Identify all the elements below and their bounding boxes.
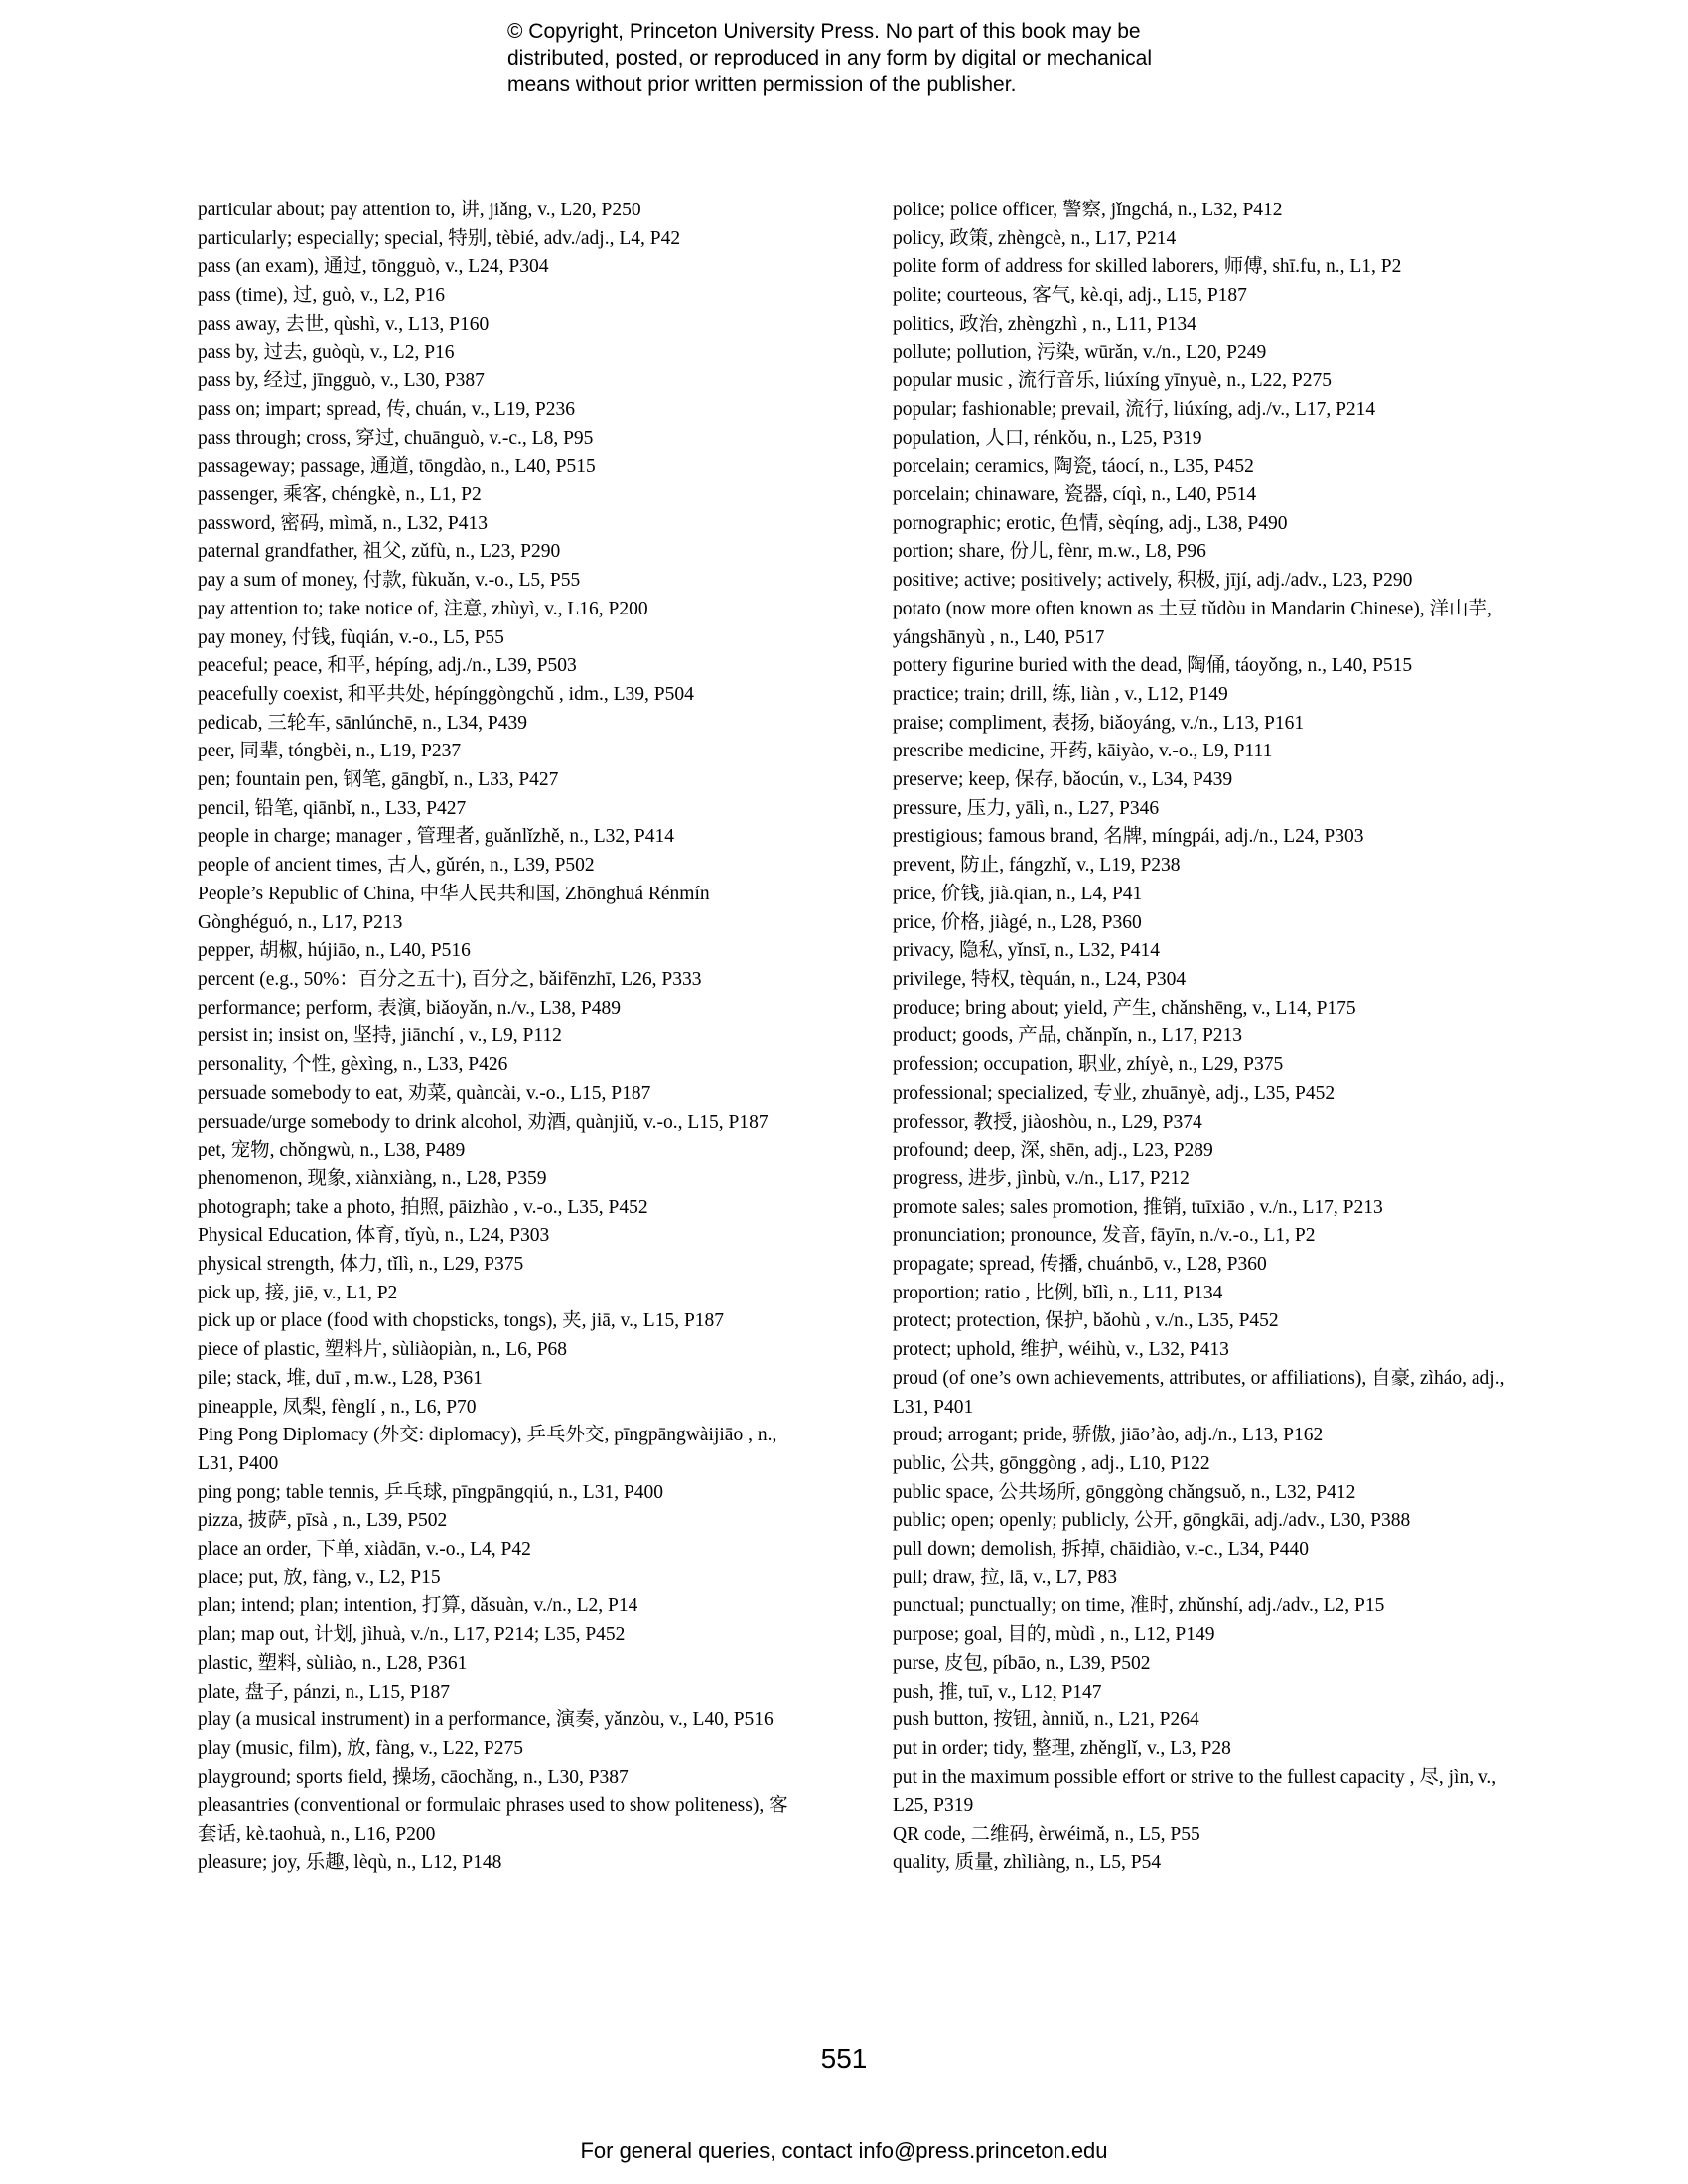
glossary-entry: pass on; impart; spread, 传, chuán, v., L19, P236 xyxy=(198,398,576,420)
glossary-entry: promote sales; sales promotion, 推销, tuīxiāo , v./n., L17, P213 xyxy=(893,1196,1383,1218)
glossary-entry: pencil, 铅笔, qiānbǐ, n., L33, P427 xyxy=(198,797,467,819)
glossary-entry: pay money, 付钱, fùqián, v.-o., L5, P55 xyxy=(198,626,504,648)
glossary-entry: pass away, 去世, qùshì, v., L13, P160 xyxy=(198,313,490,335)
glossary-entry: protect; protection, 保护, bǎohù , v./n., L35, P452 xyxy=(893,1310,1279,1332)
glossary-entry: pollute; pollution, 污染, wūrǎn, v./n., L20, P249 xyxy=(893,341,1267,363)
glossary-entry: pronunciation; pronounce, 发音, fāyīn, n./v.-o., L1, P2 xyxy=(893,1225,1316,1247)
glossary-entry: prescribe medicine, 开药, kāiyào, v.-o., L9, P111 xyxy=(893,741,1273,762)
glossary-entry: passenger, 乘客, chéngkè, n., L1, P2 xyxy=(198,484,482,506)
glossary-entry: quality, 质量, zhìliàng, n., L5, P54 xyxy=(893,1851,1162,1873)
glossary-entry: pass (an exam), 通过, tōngguò, v., L24, P304 xyxy=(198,256,549,278)
page-number: 551 xyxy=(820,2043,868,2074)
glossary-entry: pepper, 胡椒, hújiāo, n., L40, P516 xyxy=(198,940,471,962)
glossary-entry: produce; bring about; yield, 产生, chǎnshēng, v., L14, P175 xyxy=(893,997,1356,1019)
copyright-line: distributed, posted, or reproduced in any form by digital or mechanical xyxy=(507,47,1153,69)
glossary-entry: physical strength, 体力, tǐlì, n., L29, P375 xyxy=(198,1254,524,1276)
glossary-right-column xyxy=(893,197,1508,1877)
glossary-entry: positive; active; positively; actively, 积极, jījí, adj./adv., L23, P290 xyxy=(893,570,1413,592)
glossary-entry: pass through; cross, 穿过, chuānguò, v.-c., L8, P95 xyxy=(198,427,594,449)
glossary-entry: polite form of address for skilled laborers, 师傅, shī.fu, n., L1, P2 xyxy=(893,256,1402,278)
glossary-entry: porcelain; ceramics, 陶瓷, táocí, n., L35, P452 xyxy=(893,456,1254,478)
glossary-entry: pizza, 披萨, pīsà , n., L39, P502 xyxy=(198,1510,448,1532)
glossary-entry: potato (now more often known as 土豆 tǔdòu in Mandarin Chinese), 洋山芋, yángshānyù , n., L40, P517 xyxy=(893,598,1492,648)
glossary-entry: professor, 教授, jiàoshòu, n., L29, P374 xyxy=(893,1111,1202,1133)
glossary-entry: prevent, 防止, fángzhǐ, v., L19, P238 xyxy=(893,855,1181,877)
glossary-entry: plastic, 塑料, sùliào, n., L28, P361 xyxy=(198,1652,468,1674)
glossary-entry: pornographic; erotic, 色情, sèqíng, adj., L38, P490 xyxy=(893,512,1288,534)
glossary-entry: piece of plastic, 塑料片, sùliàopiàn, n., L6, P68 xyxy=(198,1339,568,1361)
glossary-entry: people in charge; manager , 管理者, guǎnlǐzhě, n., L32, P414 xyxy=(198,826,674,848)
glossary-entry: pass by, 过去, guòqù, v., L2, P16 xyxy=(198,341,455,363)
glossary-entry: public, 公共, gōnggòng , adj., L10, P122 xyxy=(893,1452,1210,1474)
glossary-entry: protect; uphold, 维护, wéihù, v., L32, P413 xyxy=(893,1339,1229,1361)
glossary-entry: pass by, 经过, jīngguò, v., L30, P387 xyxy=(198,370,485,392)
glossary-entry: particular about; pay attention to, 讲, jiǎng, v., L20, P250 xyxy=(198,200,641,220)
glossary-entry: pass (time), 过, guò, v., L2, P16 xyxy=(198,285,445,307)
glossary-entry: polite; courteous, 客气, kè.qi, adj., L15, P187 xyxy=(893,285,1247,307)
glossary-entry: phenomenon, 现象, xiànxiàng, n., L28, P359 xyxy=(198,1167,547,1189)
glossary-entry: passageway; passage, 通道, tōngdào, n., L40, P515 xyxy=(198,456,596,478)
glossary-entry: proportion; ratio , 比例, bǐlì, n., L11, P134 xyxy=(893,1282,1223,1303)
glossary-entry: performance; perform, 表演, biǎoyǎn, n./v., L38, P489 xyxy=(198,997,622,1019)
glossary-entry: purpose; goal, 目的, mùdì , n., L12, P149 xyxy=(893,1624,1215,1646)
glossary-entry: popular; fashionable; prevail, 流行, liúxíng, adj./v., L17, P214 xyxy=(893,398,1376,420)
glossary-entry: pleasantries (conventional or formulaic phrases used to show politeness), 客套话, kè.taohuà, n., L16, P200 xyxy=(198,1795,788,1845)
glossary-entry: Physical Education, 体育, tǐyù, n., L24, P303 xyxy=(198,1225,550,1247)
glossary-entry: place; put, 放, fàng, v., L2, P15 xyxy=(198,1567,441,1588)
glossary-entry: pen; fountain pen, 钢笔, gāngbǐ, n., L33, P427 xyxy=(198,769,559,791)
glossary-entry: praise; compliment, 表扬, biǎoyáng, v./n., L13, P161 xyxy=(893,712,1305,734)
glossary-entry: pottery figurine buried with the dead, 陶俑, táoyǒng, n., L40, P515 xyxy=(893,655,1413,677)
glossary-entry: proud; arrogant; pride, 骄傲, jiāo’ào, adj./n., L13, P162 xyxy=(893,1425,1324,1446)
glossary-entry: plan; map out, 计划, jìhuà, v./n., L17, P214; L35, P452 xyxy=(198,1624,626,1646)
glossary-entry: price, 价钱, jià.qian, n., L4, P41 xyxy=(893,883,1143,904)
glossary-entry: QR code, 二维码, èrwéimǎ, n., L5, P55 xyxy=(893,1824,1200,1845)
glossary-entry: Ping Pong Diplomacy (外交: diplomacy), 乒乓外交, pīngpāngwàijiāo , n., L31, P400 xyxy=(198,1425,777,1474)
glossary-entry: pressure, 压力, yālì, n., L27, P346 xyxy=(893,797,1160,819)
glossary-entry: proud (of one’s own achievements, attributes, or affiliations), 自豪, zìháo, adj., L31, P401 xyxy=(893,1367,1505,1418)
glossary-entry: persuade/urge somebody to drink alcohol, 劝酒, quànjiǔ, v.-o., L15, P187 xyxy=(198,1111,769,1133)
glossary-entry: practice; train; drill, 练, liàn , v., L12, P149 xyxy=(893,683,1228,705)
glossary-entry: pleasure; joy, 乐趣, lèqù, n., L12, P148 xyxy=(198,1851,502,1873)
glossary-entry: price, 价格, jiàgé, n., L28, P360 xyxy=(893,911,1142,933)
glossary-entry: persuade somebody to eat, 劝菜, quàncài, v.-o., L15, P187 xyxy=(198,1082,651,1104)
glossary-entry: policy, 政策, zhèngcè, n., L17, P214 xyxy=(893,227,1177,249)
footer-contact: For general queries, contact info@press.princeton.edu xyxy=(580,2138,1108,2163)
glossary-entry: politics, 政治, zhèngzhì , n., L11, P134 xyxy=(893,313,1196,335)
glossary-entry: push button, 按钮, ànniǔ, n., L21, P264 xyxy=(893,1709,1199,1731)
glossary-entry: portion; share, 份儿, fènr, m.w., L8, P96 xyxy=(893,541,1206,563)
glossary-entry: People’s Republic of China, 中华人民共和国, Zhōnghuá Rénmín Gònghéguó, n., L17, P213 xyxy=(198,883,710,933)
glossary-entry: prestigious; famous brand, 名牌, míngpái, adj./n., L24, P303 xyxy=(893,826,1364,848)
glossary-entry: purse, 皮包, píbāo, n., L39, P502 xyxy=(893,1652,1151,1674)
glossary-entry: police; police officer, 警察, jǐngchá, n., L32, P412 xyxy=(893,200,1283,220)
glossary-entry: pet, 宠物, chǒngwù, n., L38, P489 xyxy=(198,1140,466,1161)
glossary-entry: professional; specialized, 专业, zhuānyè, adj., L35, P452 xyxy=(893,1082,1336,1104)
glossary-entry: put in the maximum possible effort or strive to the fullest capacity , 尽, jìn, v., L25, P319 xyxy=(893,1766,1497,1817)
glossary-entry: privilege, 特权, tèquán, n., L24, P304 xyxy=(893,968,1187,990)
glossary-entry: peer, 同辈, tóngbèi, n., L19, P237 xyxy=(198,741,462,762)
glossary-entry: progress, 进步, jìnbù, v./n., L17, P212 xyxy=(893,1167,1190,1189)
glossary-entry: play (music, film), 放, fàng, v., L22, P275 xyxy=(198,1737,524,1759)
glossary-entry: public space, 公共场所, gōnggòng chǎngsuǒ, n., L32, P412 xyxy=(893,1481,1356,1503)
glossary-entry: pick up, 接, jiē, v., L1, P2 xyxy=(198,1282,398,1303)
glossary-entry: percent (e.g., 50%：百分之五十), 百分之, bǎifēnzhī, L26, P333 xyxy=(198,968,702,990)
glossary-entry: preserve; keep, 保存, bǎocún, v., L34, P439 xyxy=(893,769,1233,791)
glossary-left-column xyxy=(198,197,803,1877)
glossary-entry: public; open; openly; publicly, 公开, gōngkāi, adj./adv., L30, P388 xyxy=(893,1510,1411,1532)
glossary-entry: plan; intend; plan; intention, 打算, dǎsuàn, v./n., L2, P14 xyxy=(198,1595,638,1617)
glossary-entry: pull; draw, 拉, lā, v., L7, P83 xyxy=(893,1567,1118,1588)
glossary-entry: playground; sports field, 操场, cāochǎng, n., L30, P387 xyxy=(198,1766,629,1788)
glossary-entry: password, 密码, mìmǎ, n., L32, P413 xyxy=(198,512,488,534)
glossary-entry: play (a musical instrument) in a performance, 演奏, yǎnzòu, v., L40, P516 xyxy=(198,1709,774,1731)
copyright-line: means without prior written permission of the publisher. xyxy=(507,73,1017,96)
glossary-entry: personality, 个性, gèxìng, n., L33, P426 xyxy=(198,1054,508,1076)
glossary-entry: propagate; spread, 传播, chuánbō, v., L28, P360 xyxy=(893,1254,1267,1276)
glossary-entry: push, 推, tuī, v., L12, P147 xyxy=(893,1681,1102,1703)
glossary-entry: particularly; especially; special, 特别, tèbié, adv./adj., L4, P42 xyxy=(198,227,681,249)
copyright-notice xyxy=(507,18,1202,98)
glossary-entry: profession; occupation, 职业, zhíyè, n., L29, P375 xyxy=(893,1054,1284,1076)
glossary-entry: persist in; insist on, 坚持, jiānchí , v., L9, P112 xyxy=(198,1025,562,1047)
glossary-entry: peaceful; peace, 和平, hépíng, adj./n., L39, P503 xyxy=(198,655,577,677)
glossary-entry: product; goods, 产品, chǎnpǐn, n., L17, P213 xyxy=(893,1025,1243,1047)
glossary-entry: profound; deep, 深, shēn, adj., L23, P289 xyxy=(893,1140,1213,1161)
glossary-entry: place an order, 下单, xiàdān, v.-o., L4, P42 xyxy=(198,1539,531,1561)
glossary-entry: ping pong; table tennis, 乒乓球, pīngpāngqiú, n., L31, P400 xyxy=(198,1481,664,1503)
glossary-entry: photograph; take a photo, 拍照, pāizhào , v.-o., L35, P452 xyxy=(198,1196,648,1218)
glossary-entry: pull down; demolish, 拆掉, chāidiào, v.-c., L34, P440 xyxy=(893,1539,1310,1561)
glossary-entry: people of ancient times, 古人, gǔrén, n., L39, P502 xyxy=(198,855,595,877)
glossary-entry: pedicab, 三轮车, sānlúnchē, n., L34, P439 xyxy=(198,712,527,734)
glossary-entry: population, 人口, rénkǒu, n., L25, P319 xyxy=(893,427,1202,449)
glossary-entry: privacy, 隐私, yǐnsī, n., L32, P414 xyxy=(893,940,1161,962)
glossary-entry: peacefully coexist, 和平共处, hépínggòngchǔ , idm., L39, P504 xyxy=(198,683,694,705)
glossary-entry: pick up or place (food with chopsticks, tongs), 夹, jiā, v., L15, P187 xyxy=(198,1310,725,1332)
glossary-entry: pay attention to; take notice of, 注意, zhùyì, v., L16, P200 xyxy=(198,598,648,619)
glossary-entry: pineapple, 凤梨, fènglí , n., L6, P70 xyxy=(198,1396,477,1418)
glossary-entry: punctual; punctually; on time, 准时, zhǔnshí, adj./adv., L2, P15 xyxy=(893,1595,1385,1617)
glossary-entry: put in order; tidy, 整理, zhěnglǐ, v., L3, P28 xyxy=(893,1737,1231,1759)
glossary-entry: porcelain; chinaware, 瓷器, cíqì, n., L40, P514 xyxy=(893,484,1257,506)
glossary-entry: pile; stack, 堆, duī , m.w., L28, P361 xyxy=(198,1367,483,1389)
glossary-entry: plate, 盘子, pánzi, n., L15, P187 xyxy=(198,1681,451,1703)
glossary-entry: paternal grandfather, 祖父, zǔfù, n., L23, P290 xyxy=(198,541,561,563)
copyright-line: © Copyright, Princeton University Press. No part of this book may be xyxy=(507,20,1141,43)
glossary-entry: pay a sum of money, 付款, fùkuǎn, v.-o., L5, P55 xyxy=(198,570,581,592)
glossary-entry: popular music , 流行音乐, liúxíng yīnyuè, n., L22, P275 xyxy=(893,370,1332,392)
